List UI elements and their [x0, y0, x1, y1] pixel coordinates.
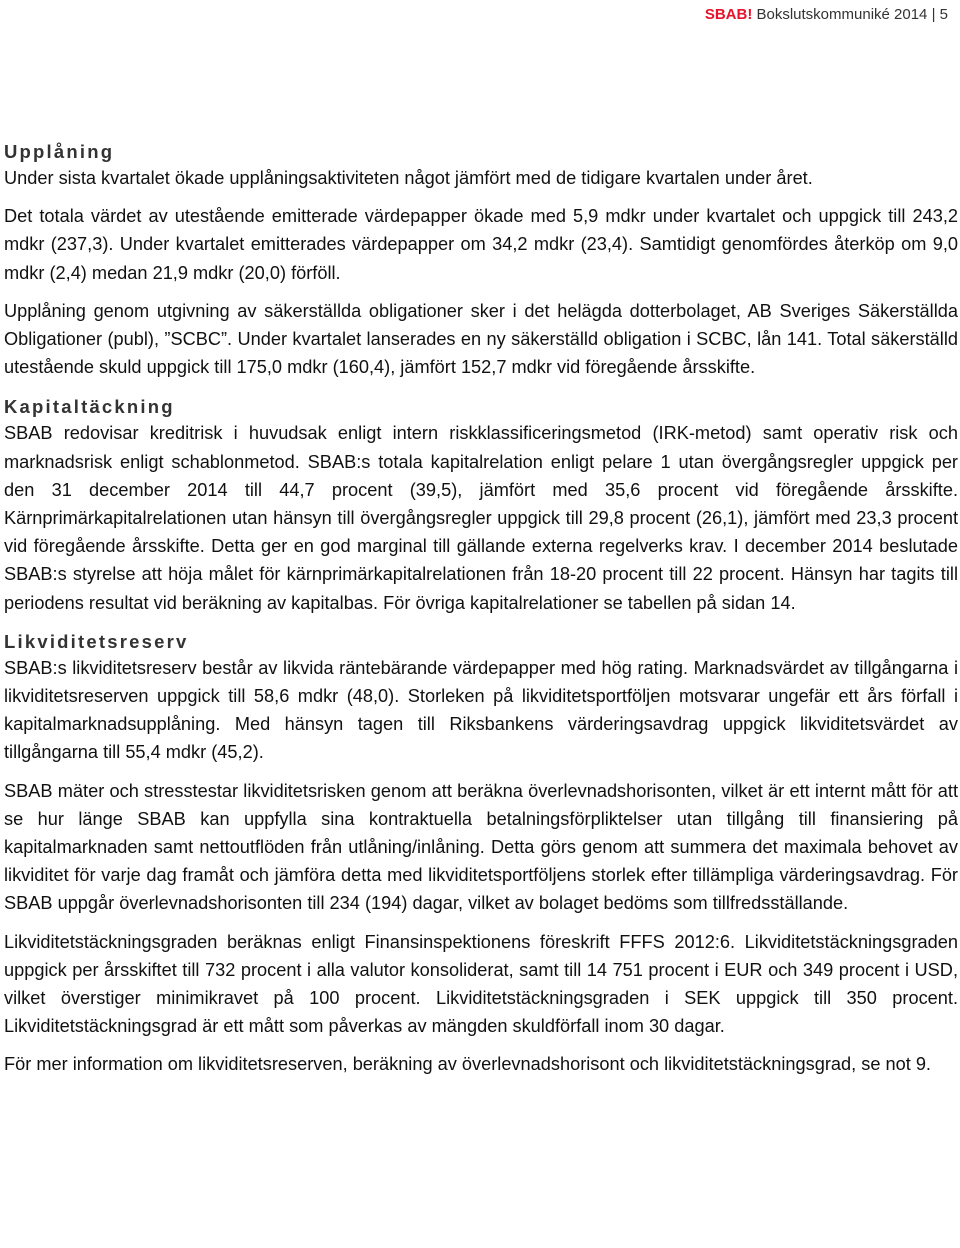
paragraph: SBAB redovisar kreditrisk i huvudsak enligt intern riskklassificeringsmetod (IRK-metod) samt operativ risk och marknadsrisk enligt schablonmetod. SBAB:s totala kapitalrelation enligt pelare 1 utan övergångsregler uppgick per den 31 december 2014 till 44,7 procent (39,5), jämfört med 35,6 procent vid föregående årsskifte. Kärnprimärkapitalrelationen utan hänsyn till övergångsregler uppgick till 29,8 procent (26,1), jämfört med 23,3 procent vid föregående årsskifte. Detta ger en god marginal till gällande externa regelverks krav. I december 2014 beslutade SBAB:s styrelse att höja målet för kärnprimärkapitalrelationen från 18-20 procent till 22 procent. Hänsyn har tagits till periodens resultat vid beräkning av kapitalbas. För övriga kapitalrelationer se tabellen på sidan 14.	[4, 423, 958, 613]
brand-logo: SBAB!	[704, 6, 753, 23]
paragraph: Upplåning genom utgivning av säkerställda obligationer sker i det helägda dotterbolaget, AB Sveriges Säkerställda Obligationer (publ), ”SCBC”. Under kvartalet lanserades en ny säkerställd obligation i SCBC, lån 141. Total säkerställd utestående skuld uppgick till 175,0 mdkr (160,4), jämfört 152,7 mdkr vid föregående årsskifte.	[4, 300, 958, 378]
paragraph: Under sista kvartalet ökade upplåningsaktiviteten något jämfört med de tidigare kvartalen under året.	[4, 168, 813, 188]
section-heading: Upplåning	[4, 141, 115, 162]
paragraph: SBAB:s likviditetsreserv består av likvida räntebärande värdepapper med hög rating. Marknadsvärdet av tillgångarna i likviditetsreserven uppgick till 58,6 mdkr (48,0). Storleken på likviditetsportföljen motsvarar ungefär ett års förfall i kapitalmarknadsupplåning. Med hänsyn tagen till Riksbankens värderingsavdrag uppgick likviditetsvärdet av tillgångarna till 55,4 mdkr (45,2).	[4, 657, 958, 763]
document-title: Bokslutskommuniké 2014	[756, 6, 928, 23]
section-upplaning	[4, 140, 958, 381]
paragraph: SBAB mäter och stresstestar likviditetsrisken genom att beräkna överlevnadshorisonten, vilket är ett internt mått för att se hur länge SBAB kan uppfylla sina kontraktuella betalningsförpliktelser utan tillgång till finansiering på kapitalmarknaden samt nettoutflöden från utlåning/inlåning. Detta görs genom att summera det maximala behovet av likviditet för varje dag framåt och jämföra detta med likviditetsportföljens storlek efter tillämpliga värderingsavdrag. För SBAB uppgår överlevnadshorisonten till 234 (194) dagar, vilket av bolaget bedöms som tillfredsställande.	[4, 780, 958, 914]
paragraph: För mer information om likviditetsreserven, beräkning av överlevnadshorisont och likviditetstäckningsgrad, se not 9.	[4, 1054, 931, 1075]
section-heading: Likviditetsreserv	[4, 630, 189, 652]
page-number: 5	[939, 6, 948, 23]
section-likviditetsreserv	[4, 630, 958, 1079]
paragraph: Likviditetstäckningsgraden beräknas enligt Finansinspektionens föreskrift FFFS 2012:6. Likviditetstäckningsgraden uppgick per årsskiftet till 732 procent i alla valutor konsoliderat, samt till 14 751 procent i EUR och 349 procent i USD, vilket överstiger minimikravet på 100 procent. Likviditetstäckningsgraden i SEK uppgick till 350 procent. Likviditetstäckningsgrad är ett mått som påverkas av mängden skuldförfall inom 30 dagar.	[4, 931, 958, 1037]
header-separator: |	[931, 6, 936, 23]
document-body	[4, 140, 958, 1079]
section-heading: Kapitaltäckning	[4, 396, 175, 418]
paragraph: Det totala värdet av utestående emitterade värdepapper ökade med 5,9 mdkr under kvartalet och uppgick till 243,2 mdkr (237,3). Under kvartalet emitterades värdepapper om 34,2 mdkr (23,4). Samtidigt genomfördes återköp om 9,0 mdkr (2,4) medan 21,9 mdkr (20,0) förföll.	[4, 206, 958, 283]
page-header	[705, 6, 948, 23]
section-kapitaltackning	[4, 395, 958, 616]
